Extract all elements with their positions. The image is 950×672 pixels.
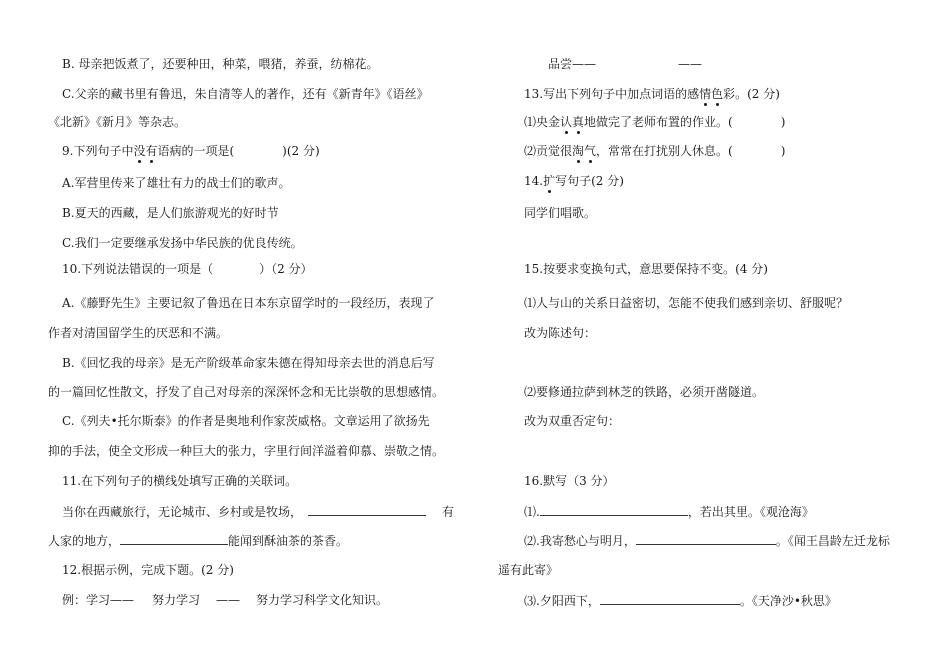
q11-sentence-line2: 人家的地方， 能闻到酥油茶的茶香。: [48, 534, 349, 548]
q16-blank-3[interactable]: [600, 592, 740, 605]
q16-blank-2[interactable]: [636, 532, 776, 545]
q13-item-2: ⑵贡觉很淘气，常常在打扰别人休息。( ): [524, 144, 786, 158]
q16-item-3: ⑶.夕阳西下， 。《天净沙•秋思》: [524, 594, 837, 608]
q10-option-a-line2: 作者对清国留学生的厌恶和不满。: [48, 326, 229, 340]
q16-blank-1[interactable]: [540, 503, 688, 516]
q16-title: 16.默写（3 分）: [524, 474, 615, 488]
q10-option-c-line1: C.《列夫•托尔斯泰》的作者是奥地利作家茨威格。文章运用了欲扬先: [62, 414, 430, 428]
q16-item-1: ⑴. ，若出其里。《观沧海》: [524, 505, 814, 519]
emphasis-dot-char: 气: [584, 144, 597, 158]
q13-title: 13.写出下列句子中加点词语的感情色彩。(2 分): [524, 87, 780, 101]
q16-item-2: ⑵.我寄愁心与明月， 。《闻王昌龄左迁龙标: [524, 534, 890, 548]
emphasis-dot-char: 认: [560, 115, 573, 129]
q14-title: 14.扩写句子(2 分): [524, 174, 624, 188]
q15-item-2: ⑵要修通拉萨到林芝的铁路，必须开凿隧道。: [524, 385, 765, 399]
q10-option-b-line2: 的一篇回忆性散文，抒发了自己对母亲的深深怀念和无比崇敬的思想感情。: [48, 385, 445, 399]
emphasis-dot-char: 情: [699, 87, 712, 101]
q11-sentence-line1: 当你在西藏旅行，无论城市、乡村或是牧场， 有: [62, 505, 455, 519]
emphasis-dot-char: 淘: [572, 144, 585, 158]
q9-title: 9.下列句子中没有语病的一项是( )(2 分): [62, 144, 320, 158]
q8-option-b: B. 母亲把饭煮了，还要种田，种菜，喂猪，养蚕，纺棉花。: [62, 57, 379, 71]
q8-option-c-line2: 《北新》《新月》等杂志。: [48, 115, 187, 129]
emphasis-dot-char: 没: [133, 144, 146, 158]
q16-item-2-cont: 遥有此寄》: [498, 563, 559, 577]
q12-example: 例：学习—— 努力学习 —— 努力学习科学文化知识。: [62, 593, 389, 607]
q11-blank-1[interactable]: [308, 503, 426, 516]
q8-option-c-line1: C.父亲的藏书里有鲁迅，朱自清等人的著作，还有《新青年》《语丝》: [62, 87, 429, 101]
q12-title: 12.根据示例，完成下题。(2 分): [62, 563, 234, 577]
emphasis-dot-char: 有: [145, 144, 158, 158]
q11-blank-2[interactable]: [120, 532, 228, 545]
q15-title: 15.按要求变换句式，意思要保持不变。(4 分): [524, 262, 768, 276]
q15-item-2-task: 改为双重否定句：: [524, 414, 621, 428]
q14-sentence: 同学们唱歌。: [524, 206, 597, 220]
q11-title: 11.在下列句子的横线处填写正确的关联词。: [62, 474, 298, 488]
q13-item-1: ⑴央金认真地做完了老师布置的作业。( ): [524, 115, 786, 129]
q9-option-c: C.我们一定要继承发扬中华民族的优良传统。: [62, 236, 303, 250]
q10-option-b-line1: B.《回忆我的母亲》是无产阶级革命家朱德在得知母亲去世的消息后写: [62, 356, 435, 370]
emphasis-dot-char: 色: [711, 87, 724, 101]
q15-item-1: ⑴人与山的关系日益密切，怎能不使我们感到亲切、舒服呢？: [524, 296, 849, 310]
q10-option-c-line2: 抑的手法，使全文形成一种巨大的张力，字里行间洋溢着仰慕、崇敬之情。: [48, 444, 445, 458]
emphasis-dot-char: 真: [572, 115, 585, 129]
emphasis-dot-char: 扩: [543, 174, 556, 188]
q9-option-b: B.夏天的西藏，是人们旅游观光的好时节: [62, 206, 279, 220]
q9-option-a: A.军营里传来了雄壮有力的战士们的歌声。: [62, 176, 291, 190]
q15-item-1-task: 改为陈述句：: [524, 326, 597, 340]
q10-option-a-line1: A.《藤野先生》主要记叙了鲁迅在日本东京留学时的一段经历，表现了: [62, 296, 435, 310]
q10-title: 10.下列说法错误的一项是（ ）（2 分）: [62, 262, 313, 276]
q12-task: 品尝—— ——: [548, 57, 703, 71]
